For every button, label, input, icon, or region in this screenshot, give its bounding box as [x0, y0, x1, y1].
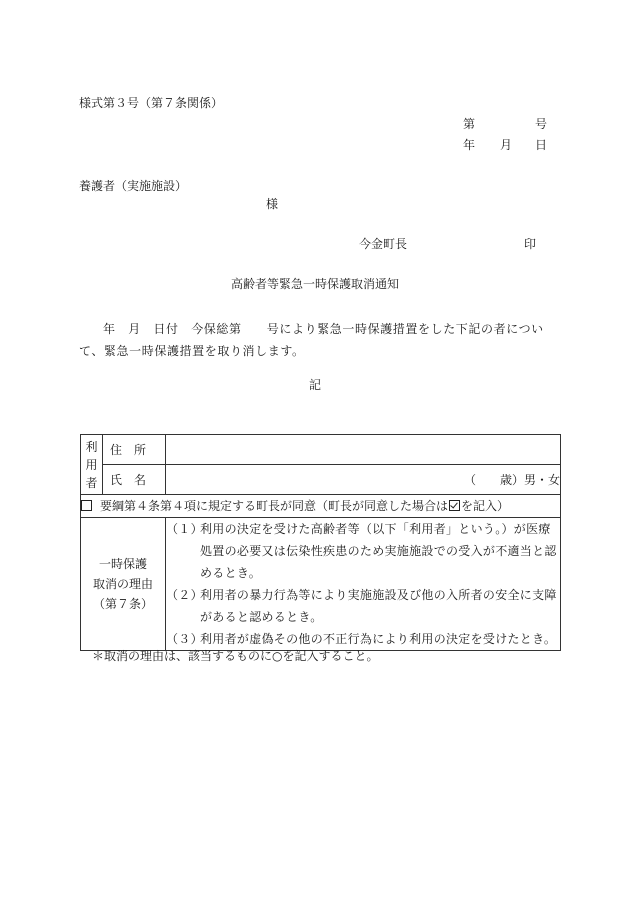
reason-number: （１） — [166, 522, 203, 536]
reason-label-line: 一時保護 — [98, 557, 147, 571]
reason-text: 利用者の暴力行為等により実施施設及び他の入所者の安全に支障があると認めるとき。 — [200, 588, 557, 624]
date-day: 日 — [535, 138, 548, 152]
issuer-name: 今金町長 — [359, 237, 408, 251]
checkbox-icon[interactable] — [81, 500, 92, 511]
name-field[interactable] — [166, 465, 561, 495]
reasons-cell — [166, 518, 561, 651]
number-suffix: 号 — [535, 117, 548, 131]
address-label: 住所 — [103, 435, 166, 465]
reason-number: （２） — [166, 588, 203, 602]
ki-marker: 記 — [308, 378, 321, 392]
form-number: 様式第３号（第７条関係） — [79, 96, 224, 110]
checked-box-icon — [449, 500, 460, 511]
user-label-cell — [81, 435, 103, 495]
consent-text-after: を記入） — [461, 499, 510, 513]
footnote: ＊取消の理由は、該当するものに○を記入すること。 — [92, 649, 379, 663]
reason-row — [81, 518, 561, 651]
user-label-char: 者 — [85, 475, 98, 490]
date-year: 年 — [463, 138, 476, 152]
reason-number: （３） — [166, 632, 203, 646]
consent-text-before: 要綱第４条第４項に規定する町長が同意（町長が同意した場合は — [100, 499, 449, 513]
reason-label-cell — [81, 518, 166, 651]
age-gender-text: （ 歳）男・女 — [463, 472, 560, 487]
consent-cell — [81, 495, 561, 518]
reason-item[interactable] — [166, 518, 560, 584]
user-label-char: 用 — [85, 457, 98, 472]
name-label: 氏名 — [103, 465, 166, 495]
reason-label-line: 取消の理由 — [92, 577, 153, 591]
document-title: 高齢者等緊急一時保護取消通知 — [230, 277, 399, 291]
date-month: 月 — [500, 138, 513, 152]
name-row — [81, 465, 561, 495]
body-text: 年 月 日付 今保総第 号により緊急一時保護措置をした下記の者について、緊急一時保護措置を取り消します。 — [79, 322, 544, 358]
recipient-label: 養護者（実施施設） — [79, 179, 188, 193]
reason-label-line: （第７条） — [92, 597, 153, 611]
address-field[interactable] — [166, 435, 561, 465]
reason-text: 利用の決定を受けた高齢者等（以下「利用者」という。）が医療処置の必要又は伝染性疾患のため実施施設での受入が不適当と認めるとき。 — [200, 522, 557, 580]
reason-item[interactable] — [166, 628, 560, 650]
reason-text: 利用者が虚偽その他の不正行為により利用の決定を受けたとき。 — [200, 632, 557, 646]
seal-mark: 印 — [524, 237, 537, 251]
notice-table — [80, 434, 561, 651]
address-row — [81, 435, 561, 465]
user-label-char: 利 — [85, 439, 98, 454]
consent-row — [81, 495, 561, 518]
reason-item[interactable] — [166, 584, 560, 628]
number-prefix: 第 — [463, 117, 476, 131]
recipient-honorific: 様 — [266, 197, 279, 211]
